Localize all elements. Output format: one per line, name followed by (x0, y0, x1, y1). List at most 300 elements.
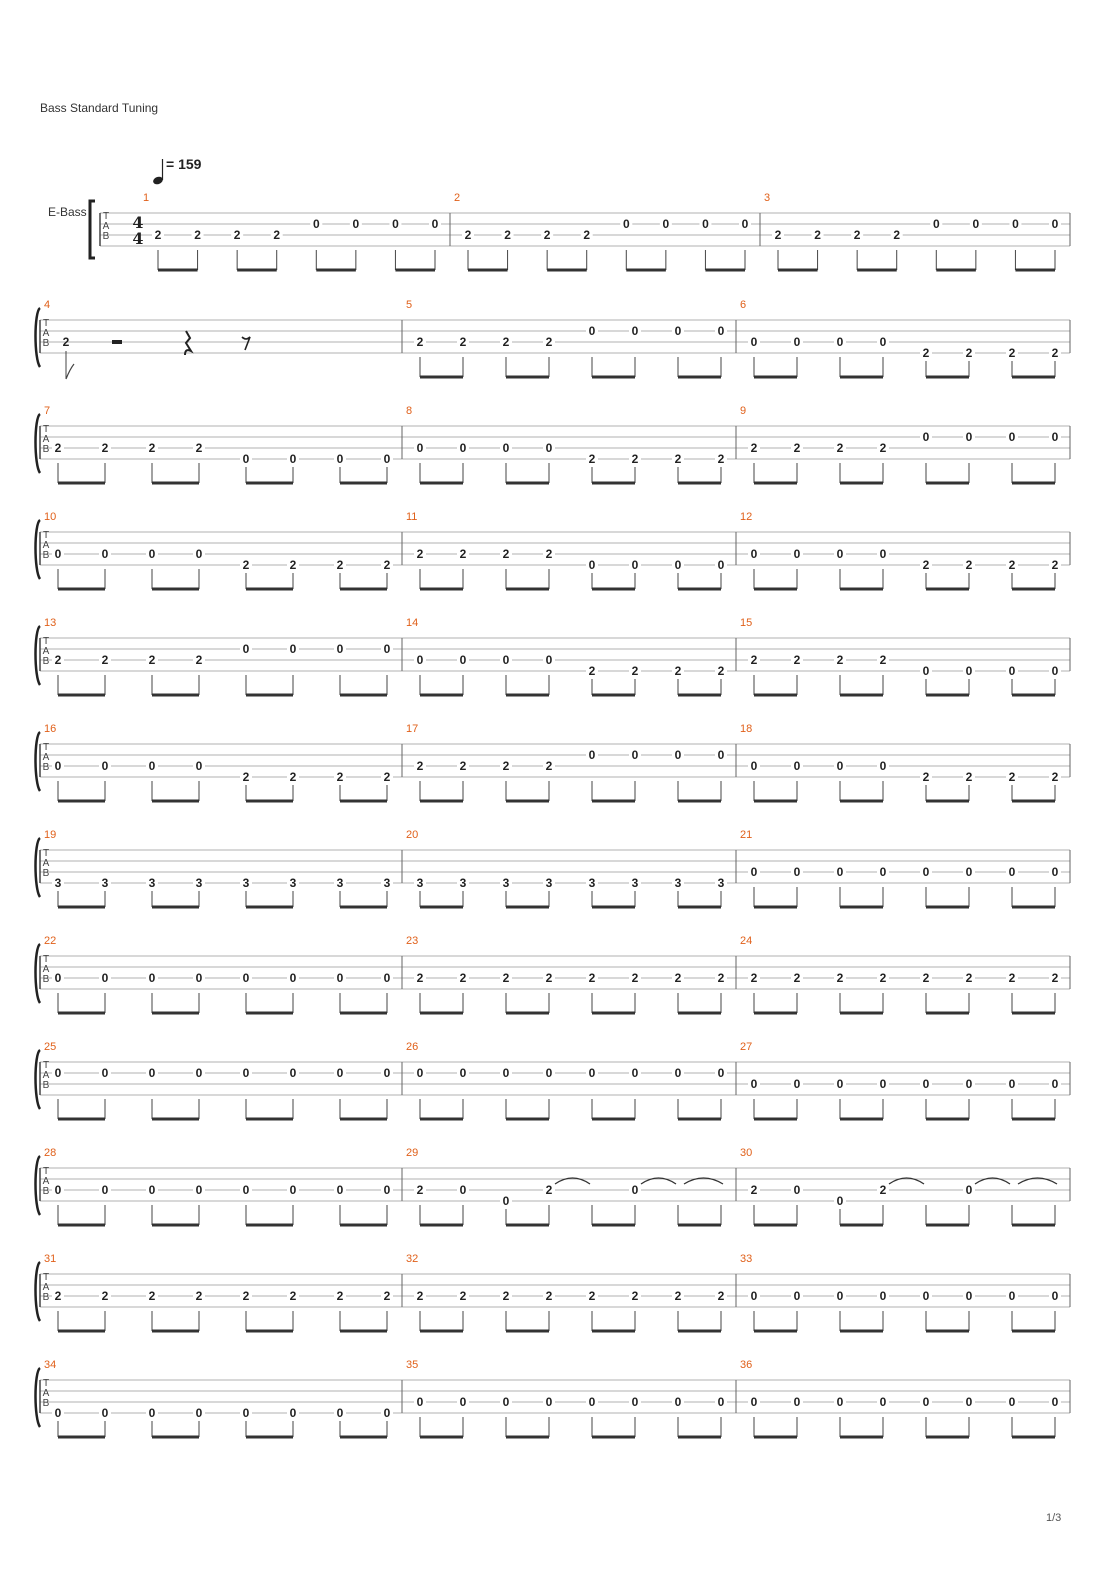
tab-fret-number: 3 (545, 876, 553, 890)
tab-clef-letter: T (42, 1060, 50, 1071)
tab-fret-number: 0 (545, 1066, 553, 1080)
tab-fret-number: 0 (336, 452, 344, 466)
tab-fret-number: 2 (545, 1289, 553, 1303)
measure-number: 14 (406, 617, 419, 629)
tab-fret-number: 0 (148, 1183, 156, 1197)
tab-clef-letter: A (42, 1176, 50, 1187)
tab-fret-number: 2 (545, 759, 553, 773)
tab-fret-number: 3 (148, 876, 156, 890)
tab-fret-number: 0 (289, 1183, 297, 1197)
tab-fret-number: 0 (242, 1066, 250, 1080)
measure-number: 12 (740, 511, 753, 523)
tab-fret-number: 2 (54, 441, 62, 455)
tab-clef-letter: A (42, 328, 50, 339)
tab-fret-number: 3 (195, 876, 203, 890)
tab-clef-letter: A (42, 1282, 50, 1293)
tab-fret-number: 3 (101, 876, 109, 890)
tab-fret-number: 2 (416, 1183, 424, 1197)
eighth-rest-icon (242, 337, 250, 350)
tab-fret-number: 0 (101, 1183, 109, 1197)
measure-number: 6 (740, 299, 747, 311)
tab-fret-number: 2 (965, 770, 973, 784)
tab-fret-number: 2 (631, 664, 639, 678)
tab-fret-number: 0 (1008, 1395, 1016, 1409)
tab-fret-number: 0 (54, 971, 62, 985)
tab-fret-number: 2 (195, 441, 203, 455)
tab-fret-number: 0 (1008, 430, 1016, 444)
tab-fret-number: 2 (965, 346, 973, 360)
tab-fret-number: 0 (502, 441, 510, 455)
tab-fret-number: 0 (631, 748, 639, 762)
tab-fret-number: 2 (242, 558, 250, 572)
tab-fret-number: 3 (717, 876, 725, 890)
tempo-value: = 159 (166, 156, 202, 172)
tab-fret-number: 0 (965, 1289, 973, 1303)
tab-fret-number: 2 (545, 1183, 553, 1197)
tab-fret-number: 0 (195, 1406, 203, 1420)
measure-number: 9 (740, 405, 747, 417)
tab-fret-number: 0 (741, 217, 749, 231)
measure-number: 15 (740, 617, 753, 629)
tab-fret-number: 0 (588, 558, 596, 572)
tab-fret-number: 0 (545, 653, 553, 667)
tab-fret-number: 0 (588, 748, 596, 762)
tab-fret-number: 0 (54, 759, 62, 773)
tab-fret-number: 0 (965, 664, 973, 678)
tab-fret-number: 0 (631, 1066, 639, 1080)
tab-fret-number: 0 (836, 1395, 844, 1409)
tab-fret-number: 0 (1008, 1289, 1016, 1303)
tab-fret-number: 0 (336, 642, 344, 656)
tab-fret-number: 0 (879, 1289, 887, 1303)
measure-number: 29 (406, 1147, 419, 1159)
tab-clef-letter: B (42, 762, 50, 773)
tab-fret-number: 0 (1051, 1077, 1059, 1091)
measure-number: 36 (740, 1359, 753, 1371)
tab-fret-number: 2 (54, 1289, 62, 1303)
tab-fret-number: 0 (195, 1066, 203, 1080)
half-rest-icon (112, 340, 122, 344)
tab-fret-number: 0 (54, 1183, 62, 1197)
measure-number: 24 (740, 935, 753, 947)
tab-fret-number: 0 (148, 971, 156, 985)
tab-fret-number: 0 (922, 1077, 930, 1091)
tab-fret-number: 2 (1008, 346, 1016, 360)
tab-fret-number: 2 (464, 228, 472, 242)
tab-fret-number: 2 (583, 228, 591, 242)
tab-fret-number: 0 (1008, 865, 1016, 879)
tab-fret-number: 2 (502, 971, 510, 985)
tab-fret-number: 0 (717, 1395, 725, 1409)
system-bracket (90, 201, 95, 258)
tab-fret-number: 2 (416, 759, 424, 773)
tab-fret-number: 0 (836, 865, 844, 879)
tab-fret-number: 2 (1008, 971, 1016, 985)
tab-clef-letter: B (42, 550, 50, 561)
tab-fret-number: 0 (922, 865, 930, 879)
measure-number: 35 (406, 1359, 419, 1371)
tab-fret-number: 3 (416, 876, 424, 890)
measure-number: 20 (406, 829, 419, 841)
tab-fret-number: 0 (1051, 1395, 1059, 1409)
tab-clef-letter: B (42, 338, 50, 349)
tab-fret-number: 2 (1008, 770, 1016, 784)
tab-fret-number: 0 (195, 547, 203, 561)
measure-number: 1 (143, 192, 150, 204)
measure-number: 34 (44, 1359, 57, 1371)
tab-fret-number: 0 (1051, 865, 1059, 879)
tab-fret-number: 2 (194, 228, 201, 242)
tab-fret-number: 2 (774, 228, 782, 242)
tab-clef-letter: T (42, 636, 50, 647)
tab-fret-number: 0 (922, 1289, 930, 1303)
tab-fret-number: 2 (793, 653, 801, 667)
tab-fret-number: 0 (793, 1183, 801, 1197)
page-number: 1/3 (1046, 1512, 1062, 1524)
tab-fret-number: 2 (836, 971, 844, 985)
tab-fret-number: 0 (101, 759, 109, 773)
tab-fret-number: 2 (459, 547, 467, 561)
tab-clef-letter: B (42, 656, 50, 667)
tab-fret-number: 2 (62, 335, 70, 349)
tab-fret-number: 2 (459, 971, 467, 985)
tab-fret-number: 0 (922, 664, 930, 678)
tab-fret-number: 0 (750, 1077, 758, 1091)
tab-fret-number: 2 (289, 558, 297, 572)
tab-fret-number: 0 (836, 335, 844, 349)
tab-fret-number: 2 (1051, 558, 1059, 572)
tab-fret-number: 0 (879, 759, 887, 773)
tab-fret-number: 2 (674, 664, 682, 678)
tab-clef-letter: T (102, 211, 110, 222)
quarter-rest-icon (185, 331, 191, 355)
tab-fret-number: 0 (383, 1406, 391, 1420)
tab-fret-number: 2 (717, 452, 725, 466)
tab-fret-number: 2 (922, 770, 930, 784)
measure-number: 25 (44, 1041, 57, 1053)
measure-number: 11 (406, 511, 418, 523)
tab-fret-number: 0 (1051, 217, 1059, 231)
tab-fret-number: 0 (289, 642, 297, 656)
measure-number: 2 (454, 192, 461, 204)
tab-fret-number: 2 (588, 664, 596, 678)
tab-clef-letter: T (42, 1166, 50, 1177)
tab-fret-number: 2 (101, 1289, 109, 1303)
tab-fret-number: 2 (416, 971, 424, 985)
tab-fret-number: 2 (793, 971, 801, 985)
instrument-name: E-Bass (48, 205, 87, 219)
tab-fret-number: 2 (922, 558, 930, 572)
tab-fret-number: 2 (383, 558, 391, 572)
tab-fret-number: 0 (54, 1406, 62, 1420)
tab-fret-number: 3 (289, 876, 297, 890)
tab-fret-number: 3 (54, 876, 62, 890)
tab-fret-number: 2 (750, 971, 758, 985)
tab-fret-number: 0 (502, 1194, 510, 1208)
tab-fret-number: 3 (502, 876, 510, 890)
tab-fret-number: 0 (148, 759, 156, 773)
tab-fret-number: 0 (431, 217, 439, 231)
tab-fret-number: 2 (101, 653, 109, 667)
tab-fret-number: 2 (101, 441, 109, 455)
tab-fret-number: 0 (416, 653, 424, 667)
tab-fret-number: 2 (631, 971, 639, 985)
tab-clef-letter: T (42, 742, 50, 753)
tab-fret-number: 0 (662, 217, 670, 231)
tab-fret-number: 2 (336, 1289, 344, 1303)
tab-clef-letter: B (42, 1080, 50, 1091)
measure-number: 30 (740, 1147, 753, 1159)
measure-number: 4 (44, 299, 51, 311)
tab-fret-number: 2 (893, 228, 901, 242)
tab-fret-number: 0 (879, 865, 887, 879)
tab-fret-number: 2 (459, 759, 467, 773)
tab-fret-number: 2 (242, 1289, 250, 1303)
tab-fret-number: 3 (459, 876, 467, 890)
tab-fret-number: 0 (674, 748, 682, 762)
tab-clef-letter: A (42, 540, 50, 551)
tab-fret-number: 0 (879, 547, 887, 561)
tab-clef-letter: A (42, 1070, 50, 1081)
tab-fret-number: 0 (750, 865, 758, 879)
tab-fret-number: 0 (674, 324, 682, 338)
tab-fret-number: 0 (965, 1395, 973, 1409)
tab-fret-number: 2 (922, 971, 930, 985)
tab-fret-number: 0 (148, 1066, 156, 1080)
tab-fret-number: 0 (195, 1183, 203, 1197)
tab-fret-number: 0 (750, 547, 758, 561)
tab-fret-number: 2 (148, 441, 156, 455)
measure-number: 27 (740, 1041, 753, 1053)
measure-number: 17 (406, 723, 419, 735)
tab-fret-number: 2 (289, 770, 297, 784)
eighth-flag (66, 364, 74, 379)
measure-number: 16 (44, 723, 57, 735)
tab-fret-number: 2 (631, 452, 639, 466)
tab-fret-number: 0 (101, 1066, 109, 1080)
tab-fret-number: 0 (101, 547, 109, 561)
measure-number: 3 (764, 192, 771, 204)
tab-fret-number: 0 (717, 1066, 725, 1080)
tab-fret-number: 0 (674, 1395, 682, 1409)
tab-fret-number: 0 (793, 1395, 801, 1409)
tab-fret-number: 2 (853, 228, 861, 242)
tab-fret-number: 2 (545, 971, 553, 985)
measure-number: 19 (44, 829, 57, 841)
tab-fret-number: 3 (588, 876, 596, 890)
tab-fret-number: 0 (631, 1183, 639, 1197)
tab-fret-number: 2 (879, 653, 887, 667)
tab-clef-letter: A (42, 646, 50, 657)
tab-clef-letter: B (42, 1292, 50, 1303)
tab-clef-letter: A (42, 964, 50, 975)
tab-fret-number: 2 (383, 770, 391, 784)
tab-fret-number: 0 (622, 217, 630, 231)
tab-clef-letter: B (102, 231, 110, 242)
tab-fret-number: 0 (289, 452, 297, 466)
tab-fret-number: 0 (101, 971, 109, 985)
tab-fret-number: 0 (674, 1066, 682, 1080)
tab-fret-number: 2 (965, 971, 973, 985)
tab-fret-number: 2 (289, 1289, 297, 1303)
tab-clef-letter: T (42, 848, 50, 859)
tab-fret-number: 2 (717, 971, 725, 985)
tab-fret-number: 0 (459, 1066, 467, 1080)
tab-fret-number: 0 (879, 1395, 887, 1409)
tab-fret-number: 2 (383, 1289, 391, 1303)
tab-fret-number: 0 (717, 558, 725, 572)
tab-fret-number: 2 (674, 971, 682, 985)
tab-fret-number: 0 (793, 335, 801, 349)
tab-fret-number: 0 (416, 1395, 424, 1409)
tab-fret-number: 2 (148, 1289, 156, 1303)
tab-fret-number: 2 (336, 770, 344, 784)
tab-clef-letter: A (42, 858, 50, 869)
tab-fret-number: 0 (793, 865, 801, 879)
tab-fret-number: 0 (922, 430, 930, 444)
tab-fret-number: 0 (1012, 217, 1019, 231)
tab-fret-number: 0 (242, 452, 250, 466)
tab-fret-number: 0 (750, 335, 758, 349)
tab-fret-number: 0 (702, 217, 709, 231)
tab-fret-number: 2 (588, 971, 596, 985)
tab-clef-letter: T (42, 954, 50, 965)
tab-fret-number: 0 (631, 324, 639, 338)
tab-clef-letter: T (42, 424, 50, 435)
tab-fret-number: 0 (383, 452, 391, 466)
tab-fret-number: 2 (879, 1183, 887, 1197)
tab-fret-number: 0 (717, 324, 725, 338)
tab-fret-number: 0 (289, 971, 297, 985)
tab-fret-number: 2 (336, 558, 344, 572)
tab-fret-number: 2 (502, 547, 510, 561)
tab-fret-number: 0 (922, 1395, 930, 1409)
tab-fret-number: 2 (965, 558, 973, 572)
tab-fret-number: 0 (54, 1066, 62, 1080)
measure-number: 31 (44, 1253, 57, 1265)
tab-fret-number: 2 (750, 653, 758, 667)
tab-fret-number: 3 (242, 876, 250, 890)
tab-fret-number: 0 (1051, 664, 1059, 678)
tab-fret-number: 0 (242, 1183, 250, 1197)
measure-number: 26 (406, 1041, 419, 1053)
tab-fret-number: 0 (965, 865, 973, 879)
tab-fret-number: 2 (459, 1289, 467, 1303)
tab-fret-number: 0 (1008, 1077, 1016, 1091)
tab-fret-number: 0 (879, 335, 887, 349)
tab-fret-number: 2 (717, 664, 725, 678)
tab-fret-number: 0 (750, 1289, 758, 1303)
tab-fret-number: 2 (836, 653, 844, 667)
tab-fret-number: 0 (312, 217, 320, 231)
tab-fret-number: 0 (588, 324, 596, 338)
tab-fret-number: 0 (195, 759, 203, 773)
tab-fret-number: 0 (631, 1395, 639, 1409)
measure-number: 23 (406, 935, 419, 947)
tab-fret-number: 2 (545, 335, 553, 349)
tab-clef-letter: T (42, 318, 50, 329)
tab-fret-number: 3 (336, 876, 344, 890)
tab-fret-number: 0 (502, 653, 510, 667)
tab-fret-number: 2 (504, 228, 511, 242)
tab-fret-number: 0 (793, 1289, 801, 1303)
tab-fret-number: 0 (383, 642, 391, 656)
measure-number: 13 (44, 617, 57, 629)
tab-fret-number: 0 (242, 642, 250, 656)
measure-number: 18 (740, 723, 753, 735)
tab-fret-number: 2 (836, 441, 844, 455)
tab-fret-number: 2 (233, 228, 241, 242)
measure-number: 28 (44, 1147, 57, 1159)
tab-fret-number: 0 (1051, 1289, 1059, 1303)
tab-clef-letter: B (42, 868, 50, 879)
tab-fret-number: 2 (814, 228, 821, 242)
tab-fret-number: 2 (54, 653, 62, 667)
tab-fret-number: 2 (502, 1289, 510, 1303)
tab-fret-number: 0 (836, 1289, 844, 1303)
tab-fret-number: 2 (674, 1289, 682, 1303)
tab-fret-number: 0 (545, 441, 553, 455)
tab-fret-number: 0 (459, 653, 467, 667)
time-signature-denominator: 4 (132, 229, 144, 248)
tab-fret-number: 0 (588, 1395, 596, 1409)
tab-fret-number: 2 (631, 1289, 639, 1303)
tab-fret-number: 2 (154, 228, 162, 242)
tab-clef-letter: B (42, 1186, 50, 1197)
tab-clef-letter: A (102, 221, 110, 232)
tab-fret-number: 2 (195, 653, 203, 667)
tab-fret-number: 2 (1051, 971, 1059, 985)
tab-fret-number: 2 (750, 1183, 758, 1197)
tab-fret-number: 0 (148, 547, 156, 561)
tab-fret-number: 0 (793, 547, 801, 561)
tab-fret-number: 0 (545, 1395, 553, 1409)
tab-fret-number: 0 (879, 1077, 887, 1091)
tab-fret-number: 0 (383, 1183, 391, 1197)
tab-clef-letter: A (42, 1388, 50, 1399)
tab-fret-number: 2 (1051, 770, 1059, 784)
measure-number: 21 (740, 829, 753, 841)
measure-number: 8 (406, 405, 413, 417)
tab-fret-number: 0 (416, 1066, 424, 1080)
tab-fret-number: 0 (965, 430, 973, 444)
tab-fret-number: 0 (793, 759, 801, 773)
tab-fret-number: 2 (502, 759, 510, 773)
tab-fret-number: 3 (383, 876, 391, 890)
tab-fret-number: 0 (502, 1066, 510, 1080)
tab-fret-number: 0 (383, 1066, 391, 1080)
tab-fret-number: 0 (242, 1406, 250, 1420)
tab-fret-number: 2 (502, 335, 510, 349)
tab-fret-number: 0 (336, 1406, 344, 1420)
tab-fret-number: 2 (793, 441, 801, 455)
tab-fret-number: 2 (459, 335, 467, 349)
tab-fret-number: 0 (588, 1066, 596, 1080)
tab-fret-number: 2 (148, 653, 156, 667)
tab-clef-letter: B (42, 974, 50, 985)
tab-fret-number: 2 (416, 1289, 424, 1303)
tab-fret-number: 0 (383, 971, 391, 985)
tab-fret-number: 0 (972, 217, 980, 231)
tab-fret-number: 0 (750, 759, 758, 773)
tuning-label: Bass Standard Tuning (40, 101, 159, 115)
tab-fret-number: 2 (717, 1289, 725, 1303)
tab-fret-number: 0 (1008, 664, 1016, 678)
tab-fret-number: 2 (588, 1289, 596, 1303)
tab-fret-number: 0 (54, 547, 62, 561)
tab-fret-number: 0 (965, 1183, 973, 1197)
tab-fret-number: 2 (879, 441, 887, 455)
